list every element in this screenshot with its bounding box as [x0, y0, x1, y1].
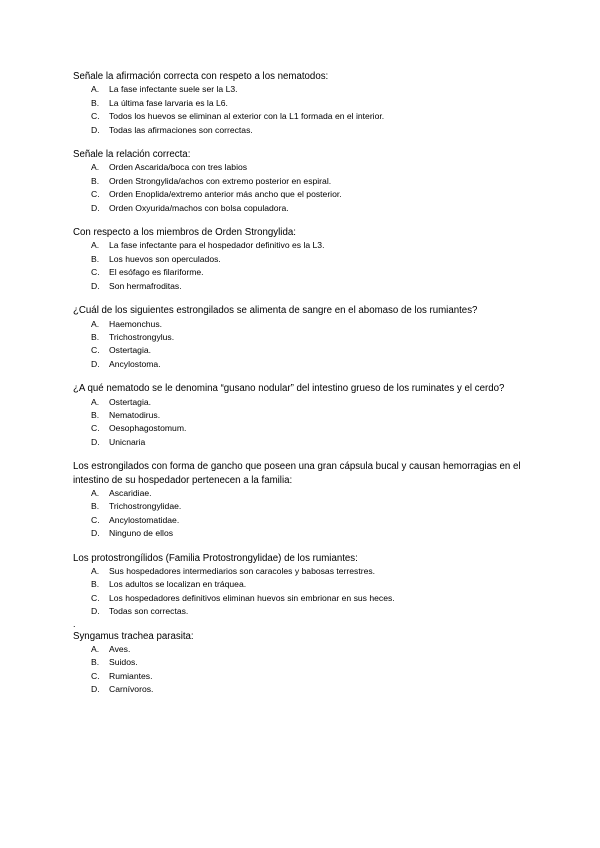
option-letter: A. — [91, 240, 100, 251]
option-letter: C. — [91, 111, 100, 122]
option-text: Carnívoros. — [109, 684, 154, 695]
option-a — [73, 318, 533, 331]
option-b — [73, 175, 533, 188]
option-d — [73, 605, 533, 618]
option-letter: D. — [91, 528, 100, 539]
option-letter: B. — [91, 331, 100, 342]
option-letter: A. — [91, 566, 100, 576]
question-text: Los estrongilados con forma de gancho que poseen una gran cápsula bucal y causan hemorragias en el intestino de su hospedador pertenecen a la familia: — [73, 461, 521, 486]
option-c — [73, 514, 533, 527]
question-text: Señale la relación correcta: — [73, 149, 191, 161]
option-text: Trichostrongylus. — [109, 331, 175, 342]
option-text: Todas son correctas. — [109, 606, 189, 617]
question-4 — [73, 304, 533, 371]
option-text: Aves. — [109, 644, 131, 655]
options-list — [73, 318, 533, 372]
option-letter: B. — [91, 657, 100, 668]
question-text: Los protostrongílidos (Familia Protostrongylidae) de los rumiantes: — [73, 552, 358, 564]
option-letter: D. — [91, 436, 100, 447]
option-text: La fase infectante para el hospedador definitivo es la L3. — [109, 240, 325, 251]
options-list — [73, 396, 533, 450]
options-list — [73, 487, 533, 541]
option-text: Orden Strongylida/achos con extremo posterior en espiral. — [109, 175, 332, 186]
option-letter: A. — [91, 84, 100, 95]
option-text: Orden Ascarida/boca con tres labios — [109, 162, 248, 173]
question-text: Señale la afirmación correcta con respeto a los nematodos: — [73, 71, 329, 82]
option-a — [73, 239, 533, 252]
option-c — [73, 266, 533, 279]
option-letter: B. — [91, 253, 100, 264]
option-text: Oesophagostomum. — [109, 423, 187, 434]
option-letter: C. — [91, 267, 100, 278]
option-letter: A. — [91, 162, 100, 173]
option-letter: A. — [91, 487, 100, 498]
option-text: El esófago es filariforme. — [109, 267, 204, 278]
option-text: Son hermafroditas. — [109, 280, 182, 291]
question-6 — [73, 460, 533, 540]
option-letter: C. — [91, 189, 100, 200]
question-text: Con respecto a los miembros de Orden Strongylida: — [73, 227, 296, 239]
option-letter: D. — [91, 606, 100, 617]
option-c — [73, 188, 533, 201]
option-text: Todas las afirmaciones son correctas. — [109, 124, 253, 135]
document-page — [73, 70, 533, 708]
question-text: Syngamus trachea parasita: — [73, 630, 194, 642]
option-letter: D. — [91, 684, 100, 695]
options-list — [73, 565, 533, 619]
option-a — [73, 396, 533, 409]
option-text: Los huevos son operculados. — [109, 253, 221, 264]
option-text: Haemonchus. — [109, 318, 163, 329]
option-d — [73, 683, 533, 696]
option-letter: B. — [91, 579, 100, 590]
options-list — [73, 161, 533, 215]
option-text: Ancylostomatidae. — [109, 514, 180, 525]
options-list — [73, 643, 533, 697]
question-text: ¿Cuál de los siguientes estrongilados se alimenta de sangre en el abomaso de los rumiantes? — [73, 305, 478, 317]
option-text: Nematodirus. — [109, 409, 161, 420]
option-c — [73, 110, 533, 123]
option-letter: A. — [91, 318, 100, 329]
option-letter: B. — [91, 175, 100, 186]
option-d — [73, 436, 533, 449]
option-letter: C. — [91, 670, 100, 681]
option-d — [73, 358, 533, 371]
option-b — [73, 331, 533, 344]
option-text: Los hospedadores definitivos eliminan huevos sin embrionar en sus heces. — [109, 592, 395, 603]
option-d — [73, 124, 533, 137]
option-b — [73, 500, 533, 513]
option-letter: B. — [91, 409, 100, 420]
option-text: La última fase larvaria es la L6. — [109, 97, 228, 108]
option-a — [73, 487, 533, 500]
question-8 — [73, 630, 533, 697]
question-text: ¿A qué nematodo se le denomina “gusano nodular” del intestino grueso de los ruminates y el cerdo? — [73, 383, 505, 395]
option-b — [73, 578, 533, 591]
question-3 — [73, 226, 533, 293]
option-text: Los adultos se localizan en tráquea. — [109, 579, 247, 590]
option-d — [73, 527, 533, 540]
option-text: Suidos. — [109, 657, 138, 668]
option-letter: C. — [91, 345, 100, 356]
option-text: Ninguno de ellos — [109, 528, 174, 539]
option-letter: C. — [91, 514, 100, 525]
options-list — [73, 239, 533, 293]
question-7 — [73, 552, 533, 619]
option-letter: C. — [91, 423, 100, 434]
question-2 — [73, 148, 533, 215]
option-text: Trichostrongylidae. — [109, 501, 182, 512]
option-letter: C. — [91, 592, 100, 603]
option-letter: D. — [91, 124, 100, 135]
option-c — [73, 670, 533, 683]
option-c — [73, 422, 533, 435]
option-text: Sus hospedadores intermediarios son caracoles y babosas terrestres. — [109, 566, 376, 576]
option-b — [73, 97, 533, 110]
option-letter: D. — [91, 280, 100, 291]
option-text: Ostertagia. — [109, 396, 152, 407]
option-text: Orden Oxyurida/machos con bolsa copuladora. — [109, 202, 289, 213]
option-c — [73, 592, 533, 605]
option-text: La fase infectante suele ser la L3. — [109, 84, 238, 95]
stray-mark: . — [73, 618, 76, 629]
option-d — [73, 280, 533, 293]
option-letter: B. — [91, 501, 100, 512]
option-letter: D. — [91, 358, 100, 369]
option-letter: A. — [91, 396, 100, 407]
option-a — [73, 83, 533, 96]
option-letter: A. — [91, 644, 100, 655]
options-list — [73, 83, 533, 137]
option-a — [73, 161, 533, 174]
option-text: Orden Enoplida/extremo anterior más ancho que el posterior. — [109, 189, 342, 200]
question-1 — [73, 70, 533, 137]
option-text: Todos los huevos se eliminan al exterior con la L1 formada en el interior. — [109, 111, 385, 122]
option-b — [73, 409, 533, 422]
option-a — [73, 565, 533, 578]
option-text: Rumiantes. — [109, 670, 153, 681]
option-text: Ascaridiae. — [109, 487, 152, 498]
option-d — [73, 202, 533, 215]
option-b — [73, 656, 533, 669]
option-text: Ancylostoma. — [109, 358, 161, 369]
question-5 — [73, 382, 533, 449]
option-b — [73, 253, 533, 266]
option-letter: B. — [91, 97, 100, 108]
option-text: Ostertagia. — [109, 345, 152, 356]
option-c — [73, 344, 533, 357]
option-letter: D. — [91, 202, 100, 213]
option-text: Unicnaria — [109, 436, 146, 447]
option-a — [73, 643, 533, 656]
